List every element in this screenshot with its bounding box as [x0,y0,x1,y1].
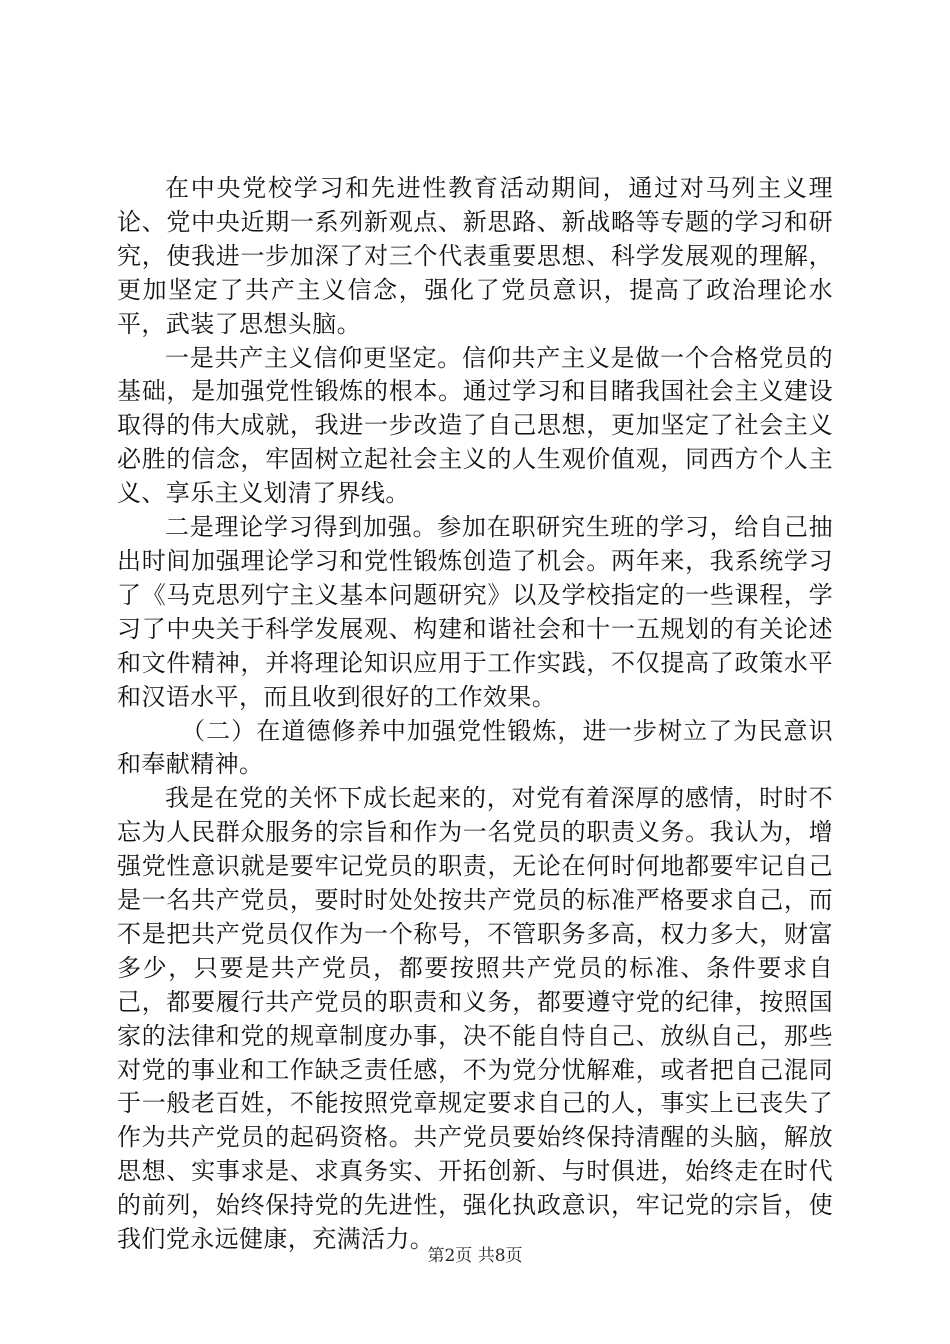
page-footer: 第2页 共8页 [427,1246,523,1266]
paragraph-theory-study: 二是理论学习得到加强。参加在职研究生班的学习，给自己抽出时间加强理论学习和党性锻炼创造了机会。两年来，我系统学习了《马克思列宁主义基本问题研究》以及学校指定的一些课程，学习了中央关于科学发展观、构建和谐社会和十一五规划的有关论述和文件精神，并将理论知识应用于工作实践，不仅提高了政策水平和汉语水平，而且收到很好的工作效果。 [117,513,833,711]
body-text [117,172,833,1257]
paragraph-communist-belief: 一是共产主义信仰更坚定。信仰共产主义是做一个合格党员的基础，是加强党性锻炼的根本。通过学习和目睹我国社会主义建设取得的伟大成就，我进一步改造了自己思想，更加坚定了社会主义必胜的信念，牢固树立起社会主义的人生观价值观，同西方个人主义、享乐主义划清了界线。 [117,343,833,508]
paragraph-party-duty: 我是在党的关怀下成长起来的，对党有着深厚的感情，时时不忘为人民群众服务的宗旨和作为一名党员的职责义务。我认为，增强党性意识就是要牢记党员的职责，无论在何时何地都要牢记自己是一名共产党员，要时时处处按共产党员的标准严格要求自己，而不是把共产党员仅作为一个称号，不管职务多高，权力多大，财富多少，只要是共产党员，都要按照共产党员的标准、条件要求自己，都要履行共产党员的职责和义务，都要遵守党的纪律，按照国家的法律和党的规章制度办事，决不能自恃自己、放纵自己，那些对党的事业和工作缺乏责任感，不为党分忧解难，或者把自己混同于一般老百姓，不能按照党章规定要求自己的人，事实上已丧失了作为共产党员的起码资格。共产党员要始终保持清醒的头脑，解放思想、实事求是、求真务实、开拓创新、与时俱进，始终走在时代的前列，始终保持党的先进性，强化执政意识，牢记党的宗旨，使我们党永远健康，充满活力。 [117,784,833,1254]
section-heading-moral-cultivation: （二）在道德修养中加强党性锻炼，进一步树立了为民意识和奉献精神。 [117,716,833,779]
paragraph-intro: 在中央党校学习和先进性教育活动期间，通过对马列主义理论、党中央近期一系列新观点、新思路、新战略等专题的学习和研究，使我进一步加深了对三个代表重要思想、科学发展观的理解，更加坚定了共产主义信念，强化了党员意识，提高了政治理论水平，武装了思想头脑。 [117,174,833,338]
